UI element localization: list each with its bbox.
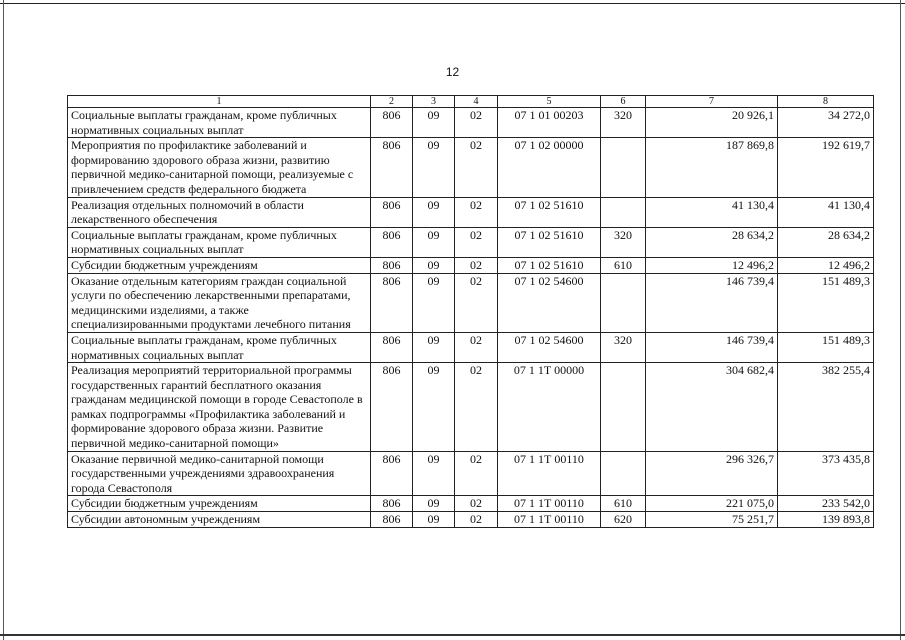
expense-type-cell: 320 <box>601 227 646 257</box>
subsection-code-cell: 02 <box>455 257 498 273</box>
amount-col8-cell: 41 130,4 <box>778 197 874 227</box>
header-cell: 1 <box>68 96 371 108</box>
expense-type-cell: 320 <box>601 332 646 362</box>
section-code-cell: 09 <box>413 227 455 257</box>
target-article-cell: 07 1 1Т 00110 <box>498 512 601 528</box>
scan-border-right <box>900 0 901 640</box>
header-cell: 8 <box>778 96 874 108</box>
table-row <box>68 227 874 257</box>
amount-col7-cell: 146 739,4 <box>646 273 778 332</box>
expense-name-cell: Реализация отдельных полномочий в области лекарственного обеспечения <box>68 197 371 227</box>
target-article-cell: 07 1 02 54600 <box>498 273 601 332</box>
expense-type-cell <box>601 363 646 452</box>
scan-border-left <box>3 0 4 640</box>
target-article-cell: 07 1 1Т 00110 <box>498 451 601 496</box>
table-row <box>68 451 874 496</box>
amount-col8-cell: 382 255,4 <box>778 363 874 452</box>
amount-col8-cell: 233 542,0 <box>778 496 874 512</box>
header-cell: 3 <box>413 96 455 108</box>
section-code-cell: 09 <box>413 332 455 362</box>
header-cell: 2 <box>371 96 413 108</box>
expense-name-cell: Субсидии бюджетным учреждениям <box>68 257 371 273</box>
amount-col8-cell: 12 496,2 <box>778 257 874 273</box>
amount-col7-cell: 20 926,1 <box>646 108 778 138</box>
subsection-code-cell: 02 <box>455 227 498 257</box>
amount-col8-cell: 139 893,8 <box>778 512 874 528</box>
subsection-code-cell: 02 <box>455 512 498 528</box>
expense-name-cell: Мероприятия по профилактике заболеваний и формированию здорового образа жизни, развитию первичной медико-санитарной помощи, реализуемые с привлечением средств федерального бюджета <box>68 138 371 197</box>
target-article-cell: 07 1 01 00203 <box>498 108 601 138</box>
amount-col8-cell: 34 272,0 <box>778 108 874 138</box>
expense-type-cell: 610 <box>601 257 646 273</box>
expense-type-cell <box>601 197 646 227</box>
amount-col8-cell: 151 489,3 <box>778 273 874 332</box>
expense-type-cell <box>601 451 646 496</box>
table-header-row <box>68 96 874 108</box>
table-row <box>68 108 874 138</box>
table-row <box>68 257 874 273</box>
amount-col7-cell: 221 075,0 <box>646 496 778 512</box>
amount-col7-cell: 12 496,2 <box>646 257 778 273</box>
section-code-cell: 09 <box>413 108 455 138</box>
table-row <box>68 138 874 197</box>
subsection-code-cell: 02 <box>455 197 498 227</box>
scan-border-top <box>0 3 905 4</box>
amount-col7-cell: 187 869,8 <box>646 138 778 197</box>
subsection-code-cell: 02 <box>455 363 498 452</box>
amount-col8-cell: 28 634,2 <box>778 227 874 257</box>
ministry-code-cell: 806 <box>371 451 413 496</box>
table-row <box>68 197 874 227</box>
ministry-code-cell: 806 <box>371 108 413 138</box>
page-number: 12 <box>445 65 460 79</box>
expense-name-cell: Социальные выплаты гражданам, кроме публичных нормативных социальных выплат <box>68 227 371 257</box>
expense-name-cell: Реализация мероприятий территориальной программы государственных гарантий бесплатного оказания гражданам медицинской помощи в городе Севастополе в рамках подпрограммы «Профилактика заболеваний и формирование здорового образа жизни. Развитие первичной медико-санитарной помощи» <box>68 363 371 452</box>
section-code-cell: 09 <box>413 363 455 452</box>
target-article-cell: 07 1 02 51610 <box>498 257 601 273</box>
expense-type-cell: 610 <box>601 496 646 512</box>
expense-type-cell <box>601 273 646 332</box>
header-cell: 5 <box>498 96 601 108</box>
amount-col8-cell: 192 619,7 <box>778 138 874 197</box>
amount-col7-cell: 296 326,7 <box>646 451 778 496</box>
expense-name-cell: Социальные выплаты гражданам, кроме публичных нормативных социальных выплат <box>68 108 371 138</box>
table-row <box>68 332 874 362</box>
target-article-cell: 07 1 02 51610 <box>498 227 601 257</box>
ministry-code-cell: 806 <box>371 197 413 227</box>
section-code-cell: 09 <box>413 512 455 528</box>
ministry-code-cell: 806 <box>371 273 413 332</box>
table-row <box>68 512 874 528</box>
ministry-code-cell: 806 <box>371 363 413 452</box>
section-code-cell: 09 <box>413 496 455 512</box>
expense-type-cell: 320 <box>601 108 646 138</box>
subsection-code-cell: 02 <box>455 451 498 496</box>
header-cell: 6 <box>601 96 646 108</box>
expense-name-cell: Субсидии бюджетным учреждениям <box>68 496 371 512</box>
target-article-cell: 07 1 1Т 00000 <box>498 363 601 452</box>
subsection-code-cell: 02 <box>455 496 498 512</box>
section-code-cell: 09 <box>413 273 455 332</box>
subsection-code-cell: 02 <box>455 138 498 197</box>
ministry-code-cell: 806 <box>371 227 413 257</box>
table-row <box>68 496 874 512</box>
header-cell: 7 <box>646 96 778 108</box>
section-code-cell: 09 <box>413 451 455 496</box>
ministry-code-cell: 806 <box>371 138 413 197</box>
table-row <box>68 273 874 332</box>
target-article-cell: 07 1 02 54600 <box>498 332 601 362</box>
expense-name-cell: Субсидии автономным учреждениям <box>68 512 371 528</box>
scan-border-bottom <box>0 634 905 636</box>
target-article-cell: 07 1 1Т 00110 <box>498 496 601 512</box>
amount-col7-cell: 28 634,2 <box>646 227 778 257</box>
subsection-code-cell: 02 <box>455 108 498 138</box>
amount-col7-cell: 41 130,4 <box>646 197 778 227</box>
section-code-cell: 09 <box>413 257 455 273</box>
target-article-cell: 07 1 02 51610 <box>498 197 601 227</box>
section-code-cell: 09 <box>413 138 455 197</box>
amount-col8-cell: 151 489,3 <box>778 332 874 362</box>
ministry-code-cell: 806 <box>371 512 413 528</box>
table-row <box>68 363 874 452</box>
expense-name-cell: Оказание отдельным категориям граждан социальной услуги по обеспечению лекарственными препаратами, медицинскими изделиями, а также специализированными продуктами лечебного питания <box>68 273 371 332</box>
table-body <box>68 96 874 528</box>
expense-type-cell: 620 <box>601 512 646 528</box>
target-article-cell: 07 1 02 00000 <box>498 138 601 197</box>
subsection-code-cell: 02 <box>455 332 498 362</box>
expense-name-cell: Социальные выплаты гражданам, кроме публичных нормативных социальных выплат <box>68 332 371 362</box>
expense-name-cell: Оказание первичной медико-санитарной помощи государственными учреждениями здравоохранения города Севастополя <box>68 451 371 496</box>
ministry-code-cell: 806 <box>371 332 413 362</box>
subsection-code-cell: 02 <box>455 273 498 332</box>
ministry-code-cell: 806 <box>371 257 413 273</box>
amount-col7-cell: 146 739,4 <box>646 332 778 362</box>
expense-type-cell <box>601 138 646 197</box>
amount-col7-cell: 75 251,7 <box>646 512 778 528</box>
amount-col8-cell: 373 435,8 <box>778 451 874 496</box>
header-cell: 4 <box>455 96 498 108</box>
amount-col7-cell: 304 682,4 <box>646 363 778 452</box>
section-code-cell: 09 <box>413 197 455 227</box>
ministry-code-cell: 806 <box>371 496 413 512</box>
budget-table <box>67 95 874 528</box>
